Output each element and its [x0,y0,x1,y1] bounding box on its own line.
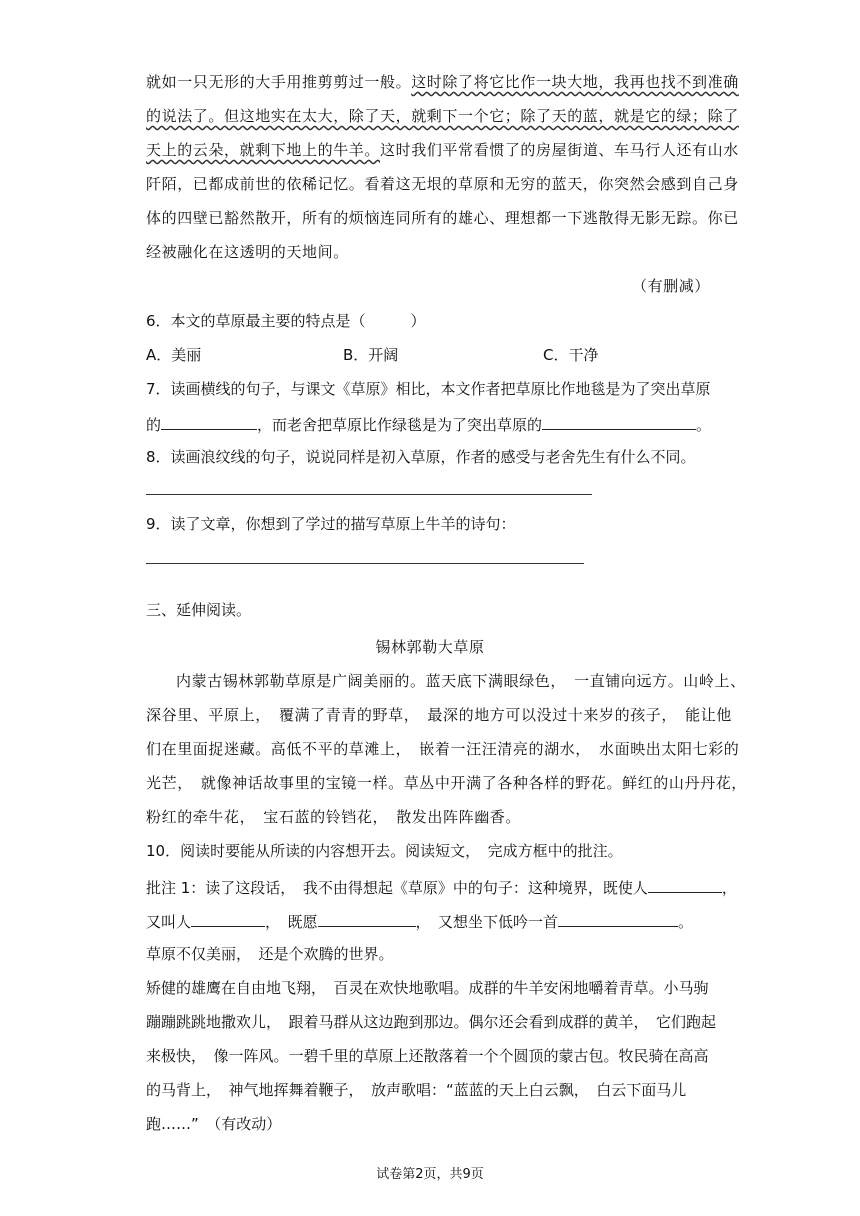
comment-1-line-2 [146,910,693,932]
answer-line[interactable] [146,494,592,495]
article-line-1: 内蒙古锡林郭勒草原是广阔美丽的。蓝天底下满眼绿色， 一直铺向远方。山岭上、 [176,672,746,690]
option-a[interactable]: A．美丽 [146,346,202,364]
article-line-3: 们在里面捉迷藏。高低不平的草滩上， 嵌着一汪汪清亮的湖水， 水面映出太阳七彩的 [146,740,740,758]
comment-text: 又叫人 [146,913,192,931]
comment-text: ， 又想坐下低吟一首 [415,913,559,931]
q7-text: 。 [696,416,712,434]
wavy-underlined-text: 这时除了将它比作一块大地，我再也找不到准确 [411,73,739,91]
passage-line-2 [146,106,739,126]
section-heading: 三、延伸阅读。 [146,601,252,619]
passage-line-1 [146,72,739,92]
answer-blank[interactable] [161,413,257,430]
passage-text: 这时我们平常看惯了的房屋街道、车马行人还有山水 [380,141,739,159]
comment-text: ， [721,879,737,897]
comment-line-4: 矫健的雄鹰在自由地飞翔， 百灵在欢快地歌唱。成群的牛羊安闲地嚼着青草。小马驹 [146,979,709,997]
abridged-note: （有删减） [631,277,710,295]
question-10-stem: 10．阅读时要能从所读的内容想开去。阅读短文， 完成方框中的批注。 [146,842,623,860]
question-7-line-2 [146,413,711,435]
comment-1-line-1 [146,876,737,898]
passage-text: 就如一只无形的大手用推剪剪过一般。 [146,73,412,91]
article-line-4: 光芒， 就像神话故事里的宝镜一样。草丛中开满了各种各样的野花。鲜红的山丹丹花， [146,774,747,792]
answer-blank[interactable] [648,876,722,893]
answer-blank[interactable] [558,910,678,927]
option-c[interactable]: C．干净 [543,346,599,364]
question-6-stem: 6．本文的草原最主要的特点是（ ） [146,312,426,330]
option-b[interactable]: B．开阔 [343,346,399,364]
q7-text: 的 [146,416,162,434]
question-8-stem: 8．读画浪纹线的句子，说说同样是初入草原，作者的感受与老舍先生有什么不同。 [146,448,696,466]
comment-line-6: 来极快， 像一阵风。一碧千里的草原上还散落着一个个圆顶的蒙古包。牧民骑在高高 [146,1047,709,1065]
comment-line-8: 跑……” （有改动） [146,1115,282,1133]
passage-line-6: 经被融化在这透明的天地间。 [146,243,349,261]
answer-line[interactable] [146,563,584,564]
question-9-stem: 9．读了文章，你想到了学过的描写草原上牛羊的诗句： [146,515,516,533]
passage-line-5: 体的四壁已豁然散开，所有的烦恼连同所有的雄心、理想都一下逃散得无影无踪。你已 [146,209,739,227]
answer-blank[interactable] [542,413,696,430]
comment-text: ， 既愿 [265,913,318,931]
page-footer: 试卷第2页，共9页 [376,1167,484,1182]
answer-blank[interactable] [318,910,416,927]
comment-line-7: 的马背上， 神气地挥舞着鞭子， 放声歌唱：“蓝蓝的天上白云飘， 白云下面马儿 [146,1081,687,1099]
comment-text: 批注 1：读了这段话， 我不由得想起《草原》中的句子：这种境界，既使人 [146,879,648,897]
article-line-5: 粉红的牵牛花， 宝石蓝的铃铛花， 散发出阵阵幽香。 [146,808,522,826]
article-line-2: 深谷里、平原上， 覆满了青青的野草， 最深的地方可以没过十来岁的孩子， 能让他 [146,706,732,724]
passage-line-4: 阡陌，已都成前世的依稀记忆。看着这无垠的草原和无穷的蓝天，你突然会感到自己身 [146,175,739,193]
passage-line-3 [146,140,739,160]
comment-line-3: 草原不仅美丽， 还是个欢腾的世界。 [146,945,394,963]
question-7-line-1: 7．读画横线的句子，与课文《草原》相比，本文作者把草原比作地毯是为了突出草原 [146,380,711,398]
q7-text: ，而老舍把草原比作绿毯是为了突出草原的 [257,416,543,434]
comment-line-5: 蹦蹦跳跳地撒欢儿， 跟着马群从这边跑到那边。偶尔还会看到成群的黄羊， 它们跑起 [146,1013,717,1031]
article-title: 锡林郭勒大草原 [375,638,485,656]
comment-text: 。 [678,913,694,931]
wavy-underlined-text: 天上的云朵，就剩下地上的牛羊。 [146,141,381,159]
answer-blank[interactable] [191,910,265,927]
wavy-underlined-text: 的说法了。但这地实在太大，除了天，就剩下一个它；除了天的蓝，就是它的绿；除了 [146,107,739,125]
